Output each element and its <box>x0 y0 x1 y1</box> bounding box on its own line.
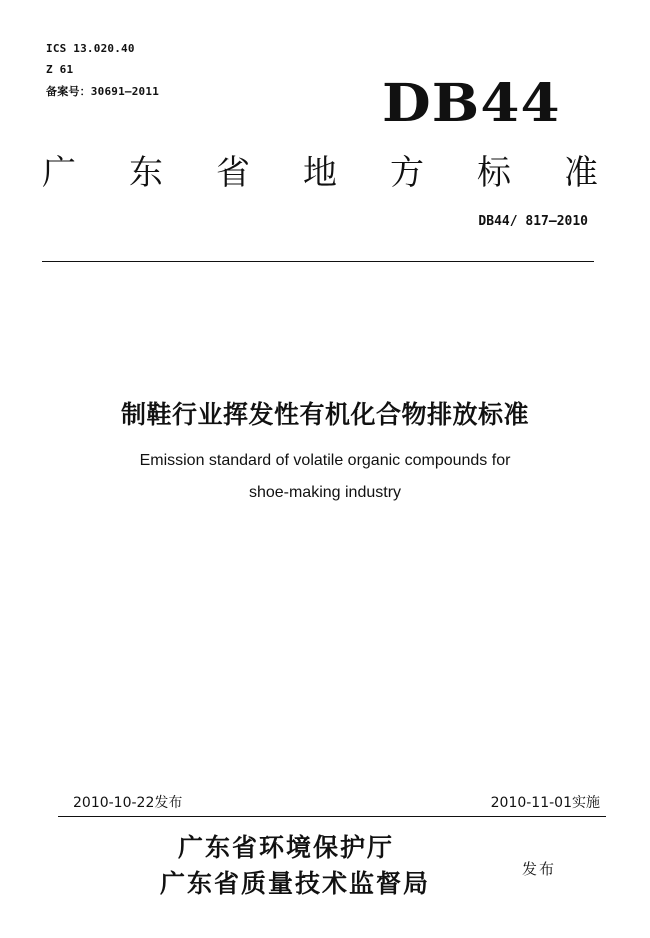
record-number: 备案号：30691—2011 <box>46 85 160 98</box>
category-char: 广 <box>42 153 76 193</box>
ics-code: ICS 13.020.40 <box>46 42 135 55</box>
category-char: 地 <box>303 153 337 193</box>
category-char: 标 <box>477 153 511 193</box>
title-english-line1: Emission standard of volatile organic compounds for <box>139 452 511 469</box>
issuer-quality-bureau: 广东省质量技术监督局 <box>160 869 431 898</box>
classification-code: Z 61 <box>46 63 74 76</box>
title-chinese: 制鞋行业挥发性有机化合物排放标准 <box>120 400 529 429</box>
standard-number: DB44/ 817—2010 <box>478 214 588 229</box>
bottom-divider <box>58 816 606 817</box>
issuer-environment-dept: 广东省环境保护厅 <box>178 833 395 862</box>
category-char: 准 <box>564 153 598 193</box>
publish-label: 发布 <box>522 860 557 878</box>
category-char: 省 <box>216 153 250 193</box>
implementation-date: 2010-11-01实施 <box>490 795 600 811</box>
category-char: 东 <box>129 153 163 193</box>
title-english-line2: shoe-making industry <box>248 484 402 501</box>
category-char: 方 <box>390 153 424 193</box>
issue-date: 2010-10-22发布 <box>73 795 183 811</box>
top-divider <box>42 261 594 262</box>
standard-code-logo: DB44 <box>382 73 561 134</box>
standard-category <box>42 150 598 196</box>
